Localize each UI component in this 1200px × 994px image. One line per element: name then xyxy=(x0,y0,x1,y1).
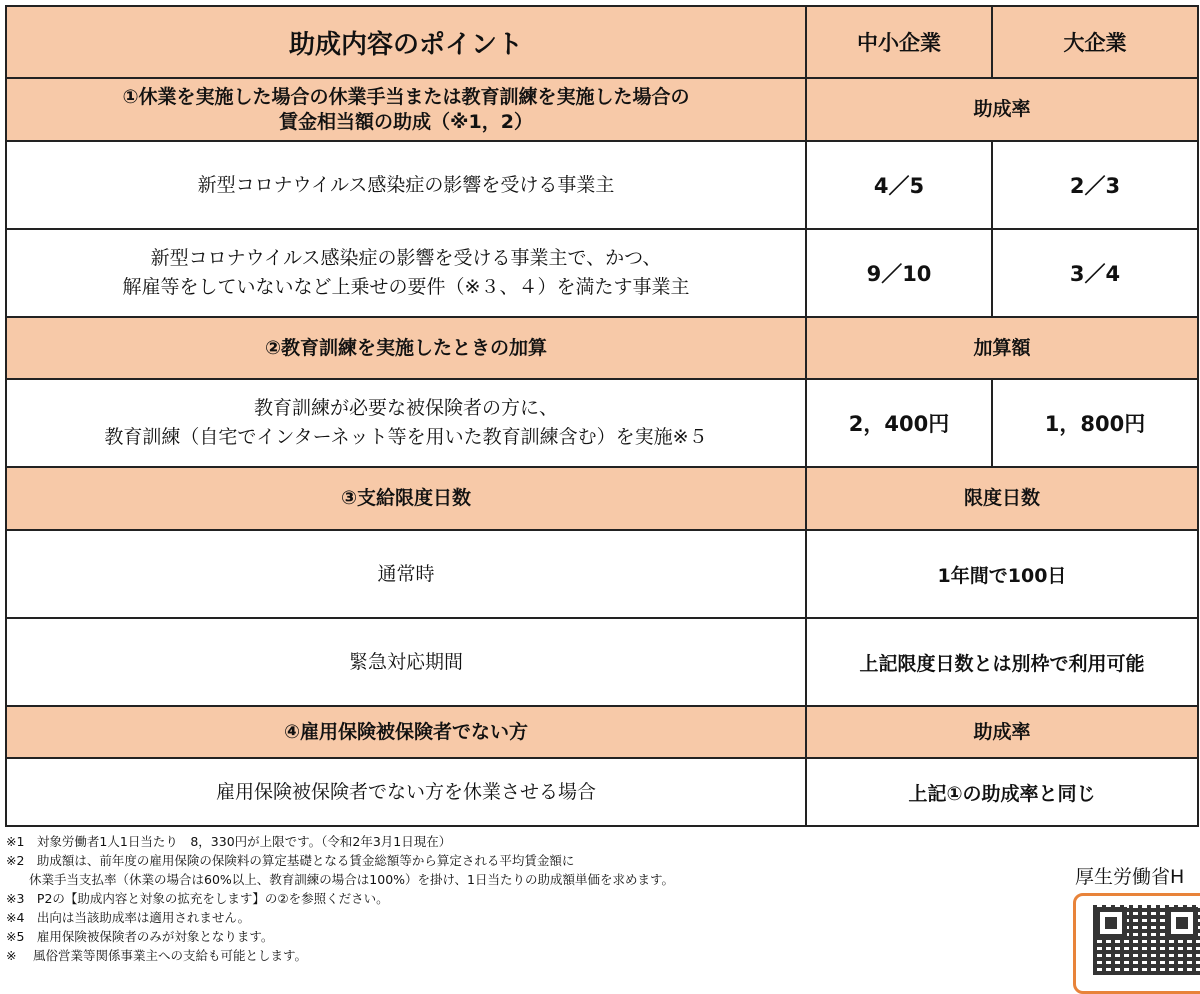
footnote-5: ※5 雇用保険被保険者のみが対象となります。 xyxy=(6,929,274,944)
footnote-2: ※2 助成額は、前年度の雇用保険の保険料の算定基礎となる賃金総額等から算定される平均賃金額に xyxy=(6,853,575,868)
section1-row1-label-line1: 新型コロナウイルス感染症の影響を受ける事業主 xyxy=(197,173,615,196)
section1-col-header: 助成率 xyxy=(806,78,1198,141)
section3-title: ③支給限度日数 xyxy=(6,467,806,530)
footnote-6: ※ 風俗営業等関係事業主への支給も可能とします。 xyxy=(6,948,307,963)
section2-col-header: 加算額 xyxy=(806,317,1198,379)
section1-title-line1: ①休業を実施した場合の休業手当または教育訓練を実施した場合の xyxy=(122,85,690,108)
section2-row-label-line2: 教育訓練（自宅でインターネット等を用いた教育訓練含む）を実施※５ xyxy=(104,426,708,448)
section2-row-label-line1: 教育訓練が必要な被保険者の方に、 xyxy=(253,397,558,419)
subsidy-points-table xyxy=(5,5,1199,827)
section3-row1-label: 通常時 xyxy=(6,530,806,618)
mhlw-label: 厚生労働省H xyxy=(1075,866,1185,888)
section1-row2-label-line1: 新型コロナウイルス感染症の影響を受ける事業主で、かつ、 xyxy=(150,247,662,269)
footnote-3: ※3 P2の【助成内容と対象の拡充をします】の②を参照ください。 xyxy=(6,891,389,906)
table-row xyxy=(6,229,1198,317)
section3-row2-value: 上記限度日数とは別枠で利用可能 xyxy=(806,618,1198,706)
footnote-4: ※4 出向は当該助成率は適用されません。 xyxy=(6,910,251,925)
qr-finder-icon xyxy=(1095,907,1127,939)
section3-row1-value: 1年間で100日 xyxy=(806,530,1198,618)
table-row xyxy=(6,618,1198,706)
section1-row1-large: 2／3 xyxy=(992,141,1198,229)
footnote-1: ※1 対象労働者1人1日当たり 8，330円が上限です。（令和2年3月1日現在） xyxy=(6,834,452,849)
section2-row-large: 1，800円 xyxy=(992,379,1198,467)
footnotes xyxy=(6,832,1046,965)
section4-row-value: 上記①の助成率と同じ xyxy=(806,758,1198,826)
section1-row1-sme: 4／5 xyxy=(806,141,992,229)
section3-col-header: 限度日数 xyxy=(806,467,1198,530)
section1-title-line2: 賃金相当額の助成（※1，2） xyxy=(279,110,533,133)
table-row xyxy=(6,141,1198,229)
qr-finder-icon xyxy=(1166,907,1198,939)
section1-row2-label xyxy=(6,229,806,317)
table-row xyxy=(6,379,1198,467)
section2-title: ②教育訓練を実施したときの加算 xyxy=(6,317,806,379)
section2-row-sme: 2，400円 xyxy=(806,379,992,467)
table-row xyxy=(6,530,1198,618)
table-title: 助成内容のポイント xyxy=(6,6,806,78)
section4-col-header: 助成率 xyxy=(806,706,1198,758)
table-row xyxy=(6,758,1198,826)
section1-row1-label xyxy=(6,141,806,229)
section4-row-label: 雇用保険被保険者でない方を休業させる場合 xyxy=(6,758,806,826)
large-header: 大企業 xyxy=(992,6,1198,78)
footnote-2-cont: 休業手当支払率（休業の場合は60%以上、教育訓練の場合は100%）を掛け、1日当たりの助成額単価を求めます。 xyxy=(29,872,674,887)
section3-row2-label: 緊急対応期間 xyxy=(6,618,806,706)
section4-title: ④雇用保険被保険者でない方 xyxy=(6,706,806,758)
section1-row2-large: 3／4 xyxy=(992,229,1198,317)
qr-code-icon[interactable] xyxy=(1093,905,1200,975)
section2-row-label xyxy=(6,379,806,467)
sme-header: 中小企業 xyxy=(806,6,992,78)
section1-row2-label-line2: 解雇等をしていないなど上乗せの要件（※３、４）を満たす事業主 xyxy=(122,276,690,298)
section1-title xyxy=(6,78,806,141)
section1-row2-sme: 9／10 xyxy=(806,229,992,317)
